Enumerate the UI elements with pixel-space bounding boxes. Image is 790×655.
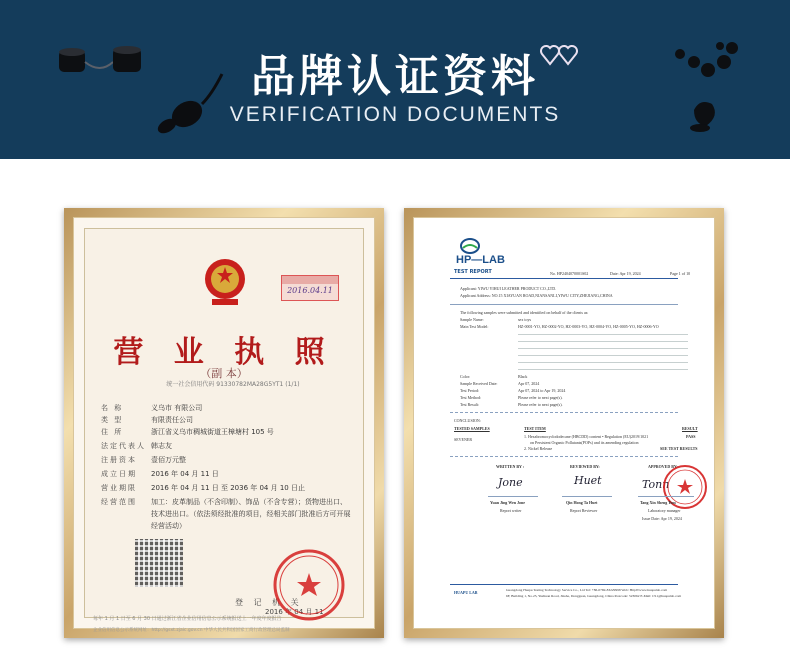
test-item-1: 1. Hexabromocyclododecane (HBCDD) content • Regulation (EU)2019/1021 (524, 434, 649, 439)
field-key: 注册资本 (101, 456, 137, 464)
test-item-2: 2. Nickel Release (524, 446, 553, 451)
signature-line (488, 496, 538, 497)
approver-name: Tang Xin Sheng Tom (640, 500, 676, 505)
qr-code-overlay (135, 539, 183, 587)
field-key: Test Method: (460, 395, 482, 400)
hp-lab-logo-icon (460, 238, 480, 254)
approved-by-label: APPROVED BY: (648, 464, 678, 469)
field-value: 加工：皮革制品（不含印制）、饰品（不含专营）；货物进出口、 (151, 498, 347, 506)
report-date: Date: Apr 19, 2024 (610, 271, 641, 276)
field-value: Apr 07, 2024 (518, 381, 540, 386)
issue-date: Issue Date: Apr 19, 2024 (642, 516, 682, 521)
footer-line-1: Guangdong Huapu Testing Technology Service Co., Ltd Tel: +86-0769-83229998 Web: HttpWwww.huapulab.com (506, 588, 668, 592)
banner-subtitle: VERIFICATION DOCUMENTS (229, 103, 561, 126)
license-frame (64, 208, 384, 638)
reviewer-name: Qin Hong Ta Huet (566, 500, 598, 505)
license-title: 营 业 执 照 (113, 335, 335, 370)
reviewer-role: Report Reviewer (570, 508, 598, 513)
field-key: Color: (460, 374, 471, 379)
field-key: Test Period: (460, 388, 480, 393)
test-report-document (413, 217, 715, 629)
field-value: 韩志友 (151, 442, 172, 450)
field-key: 营业期限 (101, 484, 137, 492)
field-key: 法定代表人 (101, 442, 146, 450)
test-item-1b: on Persistent Organic Pollutants(POPs) and its amending regulation (530, 440, 639, 445)
signature-approver: Tonn (642, 478, 670, 491)
scope-text: 经营活动） (151, 522, 186, 530)
signature-writer: Jone (498, 476, 523, 489)
field-value: 2016 年 04 月 11 日 (151, 470, 219, 478)
field-value: 壹佰万元整 (151, 456, 186, 464)
col-result: RESULT (682, 426, 698, 431)
registration-stamp-date: 2016.04.11 (287, 286, 333, 295)
result-see: SEE TEST RESULTS (660, 446, 698, 451)
approver-role: Laboratory manager (648, 508, 681, 513)
signature-reviewer: Huet (574, 474, 602, 487)
result-pass: PASS (686, 434, 696, 439)
divider (450, 412, 678, 413)
signature-line (638, 496, 694, 497)
license-row (101, 455, 355, 465)
credit-code: 统一社会信用代码 91330782MA28G5YT1 (1/1) (166, 381, 300, 388)
field-value: Apr 07, 2024 to Apr 19, 2024 (518, 388, 566, 393)
footer-line-2: 6F, Building 1, No.25, Yuzhuan Road, Jinsha, Dongguan, Guangdong, China Postcode: 523062 E-Mail: CS1@huapulab.com (506, 594, 682, 598)
field-key: Test Result: (460, 402, 479, 407)
license-row (101, 497, 355, 507)
field-key: Main Test Model: (460, 324, 489, 329)
field-key: 名 称 (101, 404, 124, 412)
footer-rule (450, 584, 678, 585)
applicant-address: Applicant Address: NO.15 XIAYUAN ROAD,NIANSANLI,YIWU CITY,ZHEJIANG,CHINA (460, 293, 613, 298)
field-key: Sample Received Date: (460, 381, 498, 386)
report-title: TEST REPORT (454, 269, 492, 275)
model-list (518, 331, 688, 371)
sample-intro: The following samples were submitted and identified on behalf of the clients as: (460, 310, 589, 315)
license-document (73, 217, 375, 633)
field-key: 成立日期 (101, 470, 137, 478)
report-header-rule (450, 278, 678, 279)
scope-text: 技术进出口。（依法须经批准的项目，经相关部门批准后方可开展 (151, 510, 351, 518)
license-scope-line (151, 521, 355, 531)
field-value: Please refer to next page(s). (518, 395, 563, 400)
license-row (101, 427, 355, 437)
registration-authority: 登 记 机 关 (235, 598, 303, 607)
license-footer: 企业信用信息公示系统网址：http://gsxt.zjaic.gov.cn 中华人民共和国国家工商行政管理总局监制 (93, 628, 290, 633)
field-key: 经营范围 (101, 498, 137, 506)
report-frame (404, 208, 724, 638)
written-by-label: WRITTEN BY : (496, 464, 525, 469)
annual-report-note: 每年 1 月 1 日至 6 月 30 日通过浙江省企业信用信息公示系统报送上一年度年度报告 (93, 616, 282, 622)
footer-logo: HUAPU LAB (454, 590, 478, 595)
license-row (101, 483, 355, 493)
official-seal-icon (271, 547, 347, 623)
field-value: 有限责任公司 (151, 416, 193, 424)
report-page: Page 1 of 10 (670, 271, 691, 276)
writer-name: Yuan Jing Wen Jone (490, 500, 526, 505)
field-key: Sample Name: (460, 317, 484, 322)
registration-stamp (281, 275, 339, 301)
divider (450, 456, 678, 457)
signature-line (562, 496, 612, 497)
field-value: HZ-0001-YO, HZ-0002-YO, HZ-0003-YO, HZ-0004-YO, HZ-0005-YO, HZ-0006-YO (518, 324, 659, 329)
report-number: No. HP2404070001S02 (550, 271, 589, 276)
lab-logo-text: HP—LAB (456, 254, 505, 266)
applicant: Applicant: YIWU YIHUI LEATHER PRODUCT CO.,LTD. (460, 286, 557, 291)
banner-title: 品牌认证资料 (251, 51, 539, 102)
field-value: 浙江省义乌市稠城街道王樟塘村 105 号 (151, 428, 274, 436)
license-row (101, 441, 355, 451)
national-emblem-icon (200, 255, 250, 307)
license-scope-line (151, 509, 355, 519)
license-row (101, 415, 355, 425)
registration-date: 2016 年 04 月 11 (265, 608, 324, 616)
license-row (101, 469, 355, 479)
conclusion-label: CONCLUSION: (454, 418, 481, 423)
field-key: 类 型 (101, 416, 124, 424)
field-key: 住 所 (101, 428, 124, 436)
reviewed-by-label: REVIEWED BY: (570, 464, 600, 469)
header-banner (0, 0, 790, 159)
divider (450, 304, 678, 305)
field-value: 2016 年 04 月 11 日 至 2036 年 04 月 10 日止 (151, 484, 305, 492)
field-value: 义乌市 有限公司 (151, 404, 203, 412)
license-row (101, 403, 355, 413)
field-value: sex toys (518, 317, 531, 322)
field-value: Black (518, 374, 528, 379)
license-copy-label: （副 本） (200, 367, 248, 380)
field-value: Please refer to next page(s). (518, 402, 563, 407)
col-test-item: TEST ITEM (524, 426, 546, 431)
col-tested-samples: TESTED SAMPLES (454, 426, 490, 431)
sample-name: SEVENER (454, 437, 472, 442)
writer-role: Report writer (500, 508, 522, 513)
